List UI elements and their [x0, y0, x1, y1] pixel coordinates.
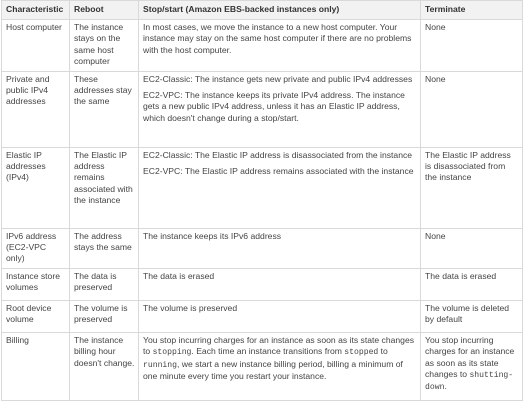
code-running: running — [143, 360, 177, 370]
table-row-root-device — [2, 300, 523, 332]
cell-terminate: The Elastic IP address is disassociated from the instance — [421, 147, 523, 228]
cell-stop-start — [139, 332, 421, 400]
cell-terminate: None — [421, 71, 523, 147]
stop-start-ec2-classic-text: EC2-Classic: The Elastic IP address is disassociated from the instance — [143, 149, 413, 160]
cell-characteristic: Private and public IPv4 addresses — [2, 71, 70, 147]
header-terminate: Terminate — [421, 1, 523, 20]
cell-characteristic: Elastic IP addresses (IPv4) — [2, 147, 70, 228]
table-row-host-computer — [2, 20, 523, 72]
cell-characteristic: IPv6 address (EC2-VPC only) — [2, 228, 70, 268]
stop-start-ec2-vpc-text: EC2-VPC: The Elastic IP address remains associated with the instance — [143, 166, 414, 177]
cell-terminate: None — [421, 20, 523, 72]
header-reboot: Reboot — [70, 1, 139, 20]
cell-stop-start: The volume is preserved — [139, 300, 421, 332]
header-stop-start: Stop/start (Amazon EBS-backed instances only) — [139, 1, 421, 20]
instance-lifecycle-comparison-table — [1, 0, 523, 401]
cell-terminate: The volume is deleted by default — [421, 300, 523, 332]
code-stopping: stopping — [152, 348, 192, 358]
code-shutting-down: shutting-down — [425, 371, 514, 393]
cell-reboot: The data is preserved — [70, 268, 139, 300]
cell-terminate — [421, 332, 523, 400]
billing-stop-text-part-3: to — [380, 346, 388, 357]
cell-reboot: The instance billing hour doesn't change. — [70, 332, 139, 400]
cell-stop-start: In most cases, we move the instance to a new host computer. Your instance may stay on the same host computer if there are no problems with the host computer. — [139, 20, 421, 72]
table-row-instance-store — [2, 268, 523, 300]
cell-terminate: The data is erased — [421, 268, 523, 300]
table-header-row — [2, 1, 523, 20]
cell-terminate: None — [421, 228, 523, 268]
table-row-elastic-ip — [2, 147, 523, 228]
cell-stop-start: The instance keeps its IPv6 address — [139, 228, 421, 268]
table-row-ipv4-addresses — [2, 71, 523, 147]
cell-reboot: These addresses stay the same — [70, 71, 139, 147]
cell-reboot: The address stays the same — [70, 228, 139, 268]
code-stopped: stopped — [344, 348, 379, 358]
table-row-ipv6-address — [2, 228, 523, 268]
cell-characteristic: Instance store volumes — [2, 268, 70, 300]
billing-terminate-text-part-1: You stop incurring charges for an instance as soon as its state changes to — [425, 334, 515, 380]
billing-terminate-text-part-2: . — [444, 381, 447, 392]
cell-stop-start: The data is erased — [139, 268, 421, 300]
billing-stop-text-part-1: You stop incurring charges for an instance as soon as its state changes to — [143, 334, 415, 357]
billing-stop-text-part-2: . Each time an instance transitions from — [191, 346, 342, 357]
cell-reboot: The volume is preserved — [70, 300, 139, 332]
cell-reboot: The Elastic IP address remains associated with the instance — [70, 147, 139, 228]
cell-characteristic: Billing — [2, 332, 70, 400]
stop-start-ec2-vpc-text: EC2-VPC: The instance keeps its private IPv4 address. The instance gets a new public IPv4 address, unless it has an Elastic IP address, which doesn't change during a stop/start. — [143, 90, 405, 123]
header-characteristic: Characteristic — [2, 1, 70, 20]
table-row-billing — [2, 332, 523, 400]
cell-characteristic: Host computer — [2, 20, 70, 72]
stop-start-ec2-classic-text: EC2-Classic: The instance gets new private and public IPv4 addresses — [143, 73, 413, 84]
cell-reboot: The instance stays on the same host computer — [70, 20, 139, 72]
cell-stop-start — [139, 147, 421, 228]
cell-stop-start — [139, 71, 421, 147]
billing-stop-text-part-4: , we start a new instance billing period, billing a minimum of one minute every time you restart your instance. — [143, 358, 403, 382]
cell-characteristic: Root device volume — [2, 300, 70, 332]
